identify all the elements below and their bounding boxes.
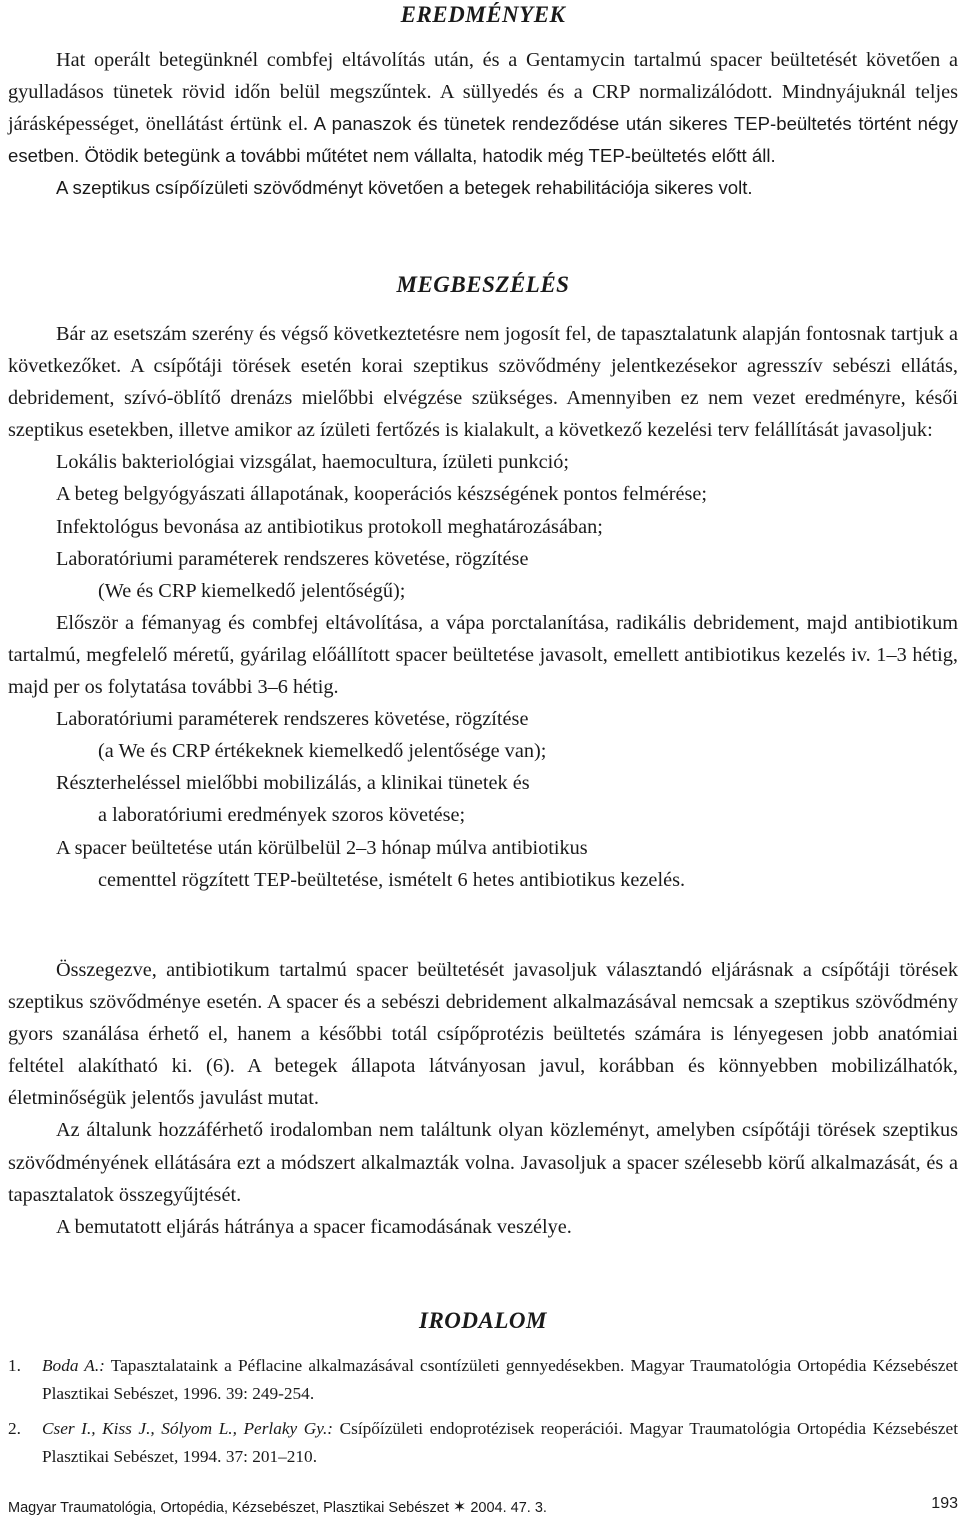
reference-text: Tapasztalataink a Péflacine alkalmazásával csontízületi gennyedésekben. Magyar Traumatológia Ortopédia Kézsebészet Plasztikai Sebészet, 1996. 39: 249-254. bbox=[42, 1356, 958, 1403]
list-item: Laboratóriumi paraméterek rendszeres követése, rögzítése bbox=[56, 547, 529, 570]
list-item: A spacer beültetése után körülbelül 2–3 hónap múlva antibiotikus bbox=[56, 836, 588, 859]
page-footer bbox=[8, 1494, 958, 1516]
reference-list bbox=[8, 1352, 958, 1478]
list-item: Laboratóriumi paraméterek rendszeres követése, rögzítése bbox=[56, 708, 529, 731]
section-summary bbox=[8, 954, 958, 1243]
journal-issue: 2004. 47. 3. bbox=[470, 1500, 547, 1516]
reference-number: 2. bbox=[8, 1419, 21, 1438]
reference-authors: Boda A.: bbox=[42, 1356, 105, 1375]
list-item: A beteg belgyógyászati állapotának, kooperációs készségének pontos felmérése; bbox=[56, 483, 708, 506]
section-title-megbeszeles: MEGBESZÉLÉS bbox=[396, 272, 570, 297]
list-item-continuation: cementtel rögzített TEP-beültetése, ismételt 6 hetes antibiotikus kezelés. bbox=[98, 868, 686, 891]
reference-item bbox=[8, 1352, 958, 1407]
list-item: Lokális bakteriológiai vizsgálat, haemocultura, ízületi punkció; bbox=[56, 451, 570, 474]
section-megbeszeles bbox=[8, 318, 958, 896]
rehab-paragraph: A szeptikus csípőízületi szövődményt követően a betegek rehabilitációja sikeres volt. bbox=[56, 177, 753, 199]
star-icon: ✶ bbox=[452, 1499, 467, 1516]
results-text-sans: A panaszok és tünetek rendeződése után sikeres TEP-beültetés történt négy esetben. Ötödik betegünk a további műtétet nem vállalta, hatodik még TEP-beültetés előtt áll. bbox=[8, 113, 958, 167]
section-title-eredmenyek: EREDMÉNYEK bbox=[400, 2, 566, 27]
footer-citation bbox=[8, 1497, 547, 1517]
page-number: 193 bbox=[931, 1495, 958, 1512]
section-title-irodalom: IRODALOM bbox=[419, 1308, 547, 1333]
list-item: Infektológus bevonása az antibiotikus protokoll meghatározásában; bbox=[56, 515, 603, 538]
summary-paragraph: Összegezve, antibiotikum tartalmú spacer beültetését javasoljuk választandó eljárásnak a csípőtáji törések szeptikus szövődménye esetén. A spacer és a sebészi debridement alkalmazásával nemcsak a szeptikus szövődmény gyors szanálása érhető el, hanem a későbbi totál csípőprotézis beültetés számára is lényegesen jobb anatómiai feltétel alakítható ki. (6). A betegek állapota látványosan javul, korábban és könnyebben mobilizálhatók, életminőségük jelentős javulást mutat. bbox=[8, 959, 958, 1110]
list-item: Részterheléssel mielőbbi mobilizálás, a klinikai tünetek és bbox=[56, 772, 530, 795]
reference-item bbox=[8, 1415, 958, 1470]
reference-number: 1. bbox=[8, 1356, 21, 1375]
journal-name: Magyar Traumatológia, Ortopédia, Kézsebészet, Plasztikai Sebészet bbox=[8, 1500, 449, 1516]
reference-authors: Cser I., Kiss J., Sólyom L., Perlaky Gy.: bbox=[42, 1419, 334, 1438]
summary-paragraph: A bemutatott eljárás hátránya a spacer ficamodásának veszélye. bbox=[56, 1215, 572, 1238]
list-item: Először a fémanyag és combfej eltávolítása, a vápa porctalanítása, radikális debridement, majd antibiotikum tartalmú, megfelelő méretű, gyárilag előállított spacer beültetése javasolt, emellett antibiotikus kezelés iv. 1–3 hétig, majd per os folytatása további 3–6 hétig. bbox=[8, 611, 958, 699]
list-item-continuation: a laboratóriumi eredmények szoros követése; bbox=[98, 804, 466, 827]
summary-paragraph: Az általunk hozzáférhető irodalomban nem találtunk olyan közleményt, amelyben csípőtáji törések szeptikus szövődményének ellátására ezt a módszert alkalmazták volna. Javasoljuk a spacer szélesebb körű alkalmazását, és a tapasztalatok összegyűjtését. bbox=[8, 1119, 958, 1206]
results-paragraph bbox=[8, 44, 958, 172]
list-item-continuation: (a We és CRP értékeknek kiemelkedő jelentősége van); bbox=[98, 740, 547, 763]
results-text-serif: Hat operált betegünknél combfej eltávolítás után, és a Gentamycin tartalmú spacer beültetését követően a gyulladásos tünetek rövid időn belül megszűntek. A süllyedés és a CRP normalizálódott. Mindnyájuknál teljes járásképességet, önellátást értünk el. bbox=[8, 49, 958, 136]
reference-text: Csípőízületi endoprotézisek reoperációi. Magyar Traumatológia Ortopédia Kézsebészet Plasztikai Sebészet, 1994. 37: 201–210. bbox=[42, 1419, 958, 1466]
discussion-intro: Bár az esetszám szerény és végső következtetésre nem jogosít fel, de tapasztalatunk alapján fontosnak tartjuk a következőket. A csípőtáji törések esetén korai szeptikus szövődmény jelentkezésekor agresszív sebészi ellátás, debridement, szívó-öblítő drenázs mielőbbi elvégzése szükséges. Amennyiben ez nem vezet eredményre, késői szeptikus esetekben, illetve amikor az ízületi fertőzés is kialakult, a következő kezelési terv felállítását javasoljuk: bbox=[8, 323, 958, 442]
list-item-continuation: (We és CRP kiemelkedő jelentőségű); bbox=[98, 579, 406, 602]
section-eredmenyek bbox=[8, 44, 958, 204]
